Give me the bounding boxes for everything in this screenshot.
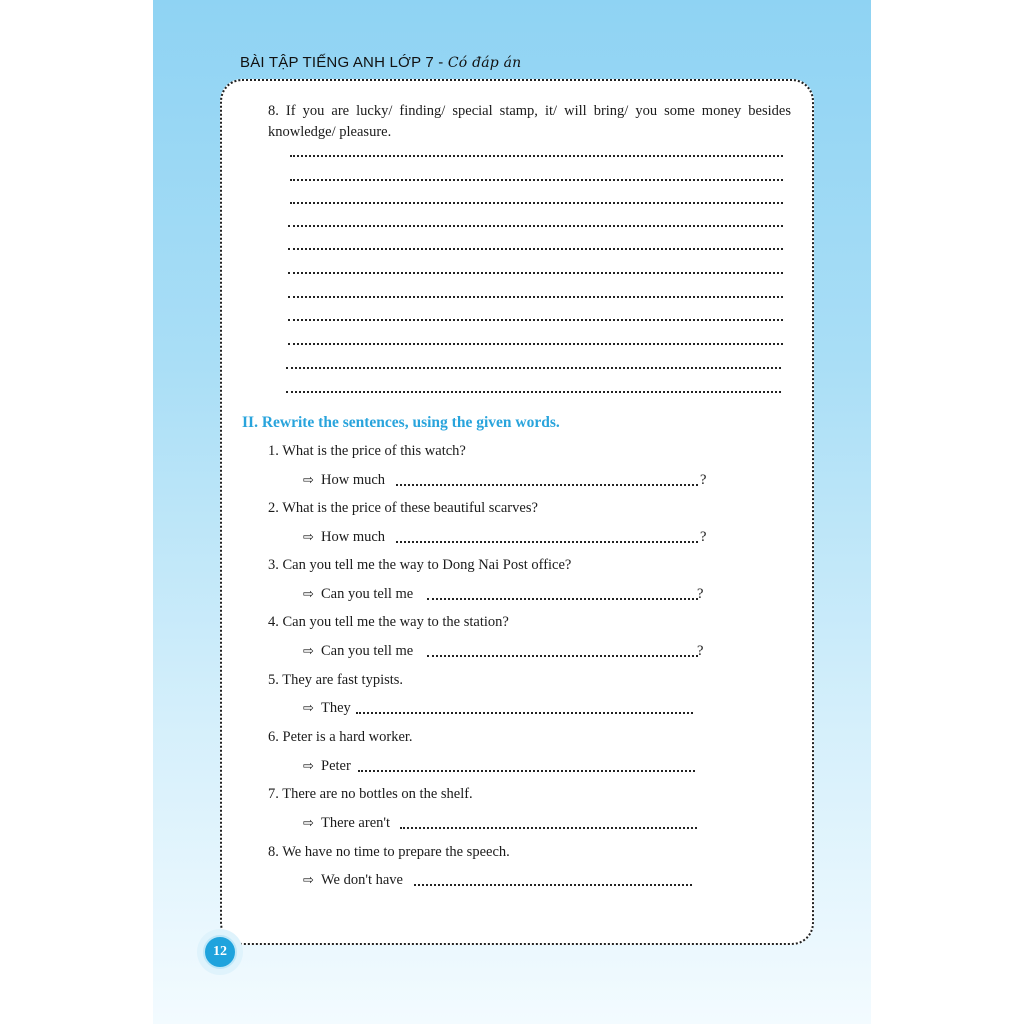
- arrow-right-icon: ⇨: [303, 530, 314, 545]
- page-number: 12: [203, 935, 237, 969]
- question-text: 2. What is the price of these beautiful scarves?: [268, 500, 538, 516]
- answer-line[interactable]: [288, 319, 783, 321]
- answer-end: ?: [700, 529, 707, 545]
- answer-line[interactable]: [288, 272, 783, 274]
- answer-line[interactable]: [396, 484, 698, 486]
- arrow-right-icon: ⇨: [303, 816, 314, 831]
- answer-line[interactable]: [400, 827, 697, 829]
- header-subtitle: Có đáp án: [447, 55, 522, 71]
- arrow-right-icon: ⇨: [303, 701, 314, 716]
- question-text: 1. What is the price of this watch?: [268, 443, 466, 459]
- question-text: 3. Can you tell me the way to Dong Nai Post office?: [268, 557, 572, 573]
- page-number-badge: [197, 929, 243, 975]
- question-text: 8. We have no time to prepare the speech.: [268, 844, 510, 860]
- answer-prefix: Can you tell me: [321, 643, 414, 659]
- header-title: BÀI TẬP TIẾNG ANH LỚP 7 -: [240, 54, 448, 71]
- question-text: 5. They are fast typists.: [268, 672, 404, 688]
- question-text: 4. Can you tell me the way to the station?: [268, 614, 509, 630]
- answer-prefix: They: [321, 700, 351, 716]
- answer-line[interactable]: [414, 884, 692, 886]
- answer-prefix: Peter: [321, 758, 351, 774]
- arrow-right-icon: ⇨: [303, 759, 314, 774]
- answer-end: ?: [697, 586, 704, 602]
- answer-prefix: Can you tell me: [321, 586, 414, 602]
- answer-prefix: We don't have: [321, 872, 403, 888]
- question-text: 6. Peter is a hard worker.: [268, 729, 413, 745]
- answer-line[interactable]: [288, 296, 783, 298]
- answer-line[interactable]: [286, 367, 781, 369]
- answer-line[interactable]: [288, 248, 783, 250]
- arrow-right-icon: ⇨: [303, 473, 314, 488]
- answer-line[interactable]: [290, 155, 783, 157]
- answer-line[interactable]: [356, 712, 693, 714]
- arrow-right-icon: ⇨: [303, 587, 314, 602]
- answer-line[interactable]: [288, 343, 783, 345]
- answer-line[interactable]: [290, 202, 783, 204]
- answer-prefix: There aren't: [321, 815, 391, 831]
- answer-line[interactable]: [290, 179, 783, 181]
- answer-line[interactable]: [427, 655, 698, 657]
- answer-line[interactable]: [396, 541, 698, 543]
- answer-line[interactable]: [288, 225, 783, 227]
- question-8-part1: 8. If you are lucky/ finding/ special stamp, it/ will bring/ you some money besides knowledge/ pleasure.: [268, 103, 791, 140]
- answer-prefix: How much: [321, 529, 386, 545]
- answer-line[interactable]: [286, 391, 781, 393]
- section-title: II. Rewrite the sentences, using the given words.: [242, 414, 560, 431]
- answer-prefix: How much: [321, 472, 386, 488]
- page-header: [240, 54, 521, 71]
- answer-end: ?: [700, 472, 707, 488]
- answer-end: ?: [697, 643, 704, 659]
- answer-line[interactable]: [427, 598, 698, 600]
- question-text: 7. There are no bottles on the shelf.: [268, 786, 473, 802]
- arrow-right-icon: ⇨: [303, 873, 314, 888]
- answer-line[interactable]: [358, 770, 695, 772]
- arrow-right-icon: ⇨: [303, 644, 314, 659]
